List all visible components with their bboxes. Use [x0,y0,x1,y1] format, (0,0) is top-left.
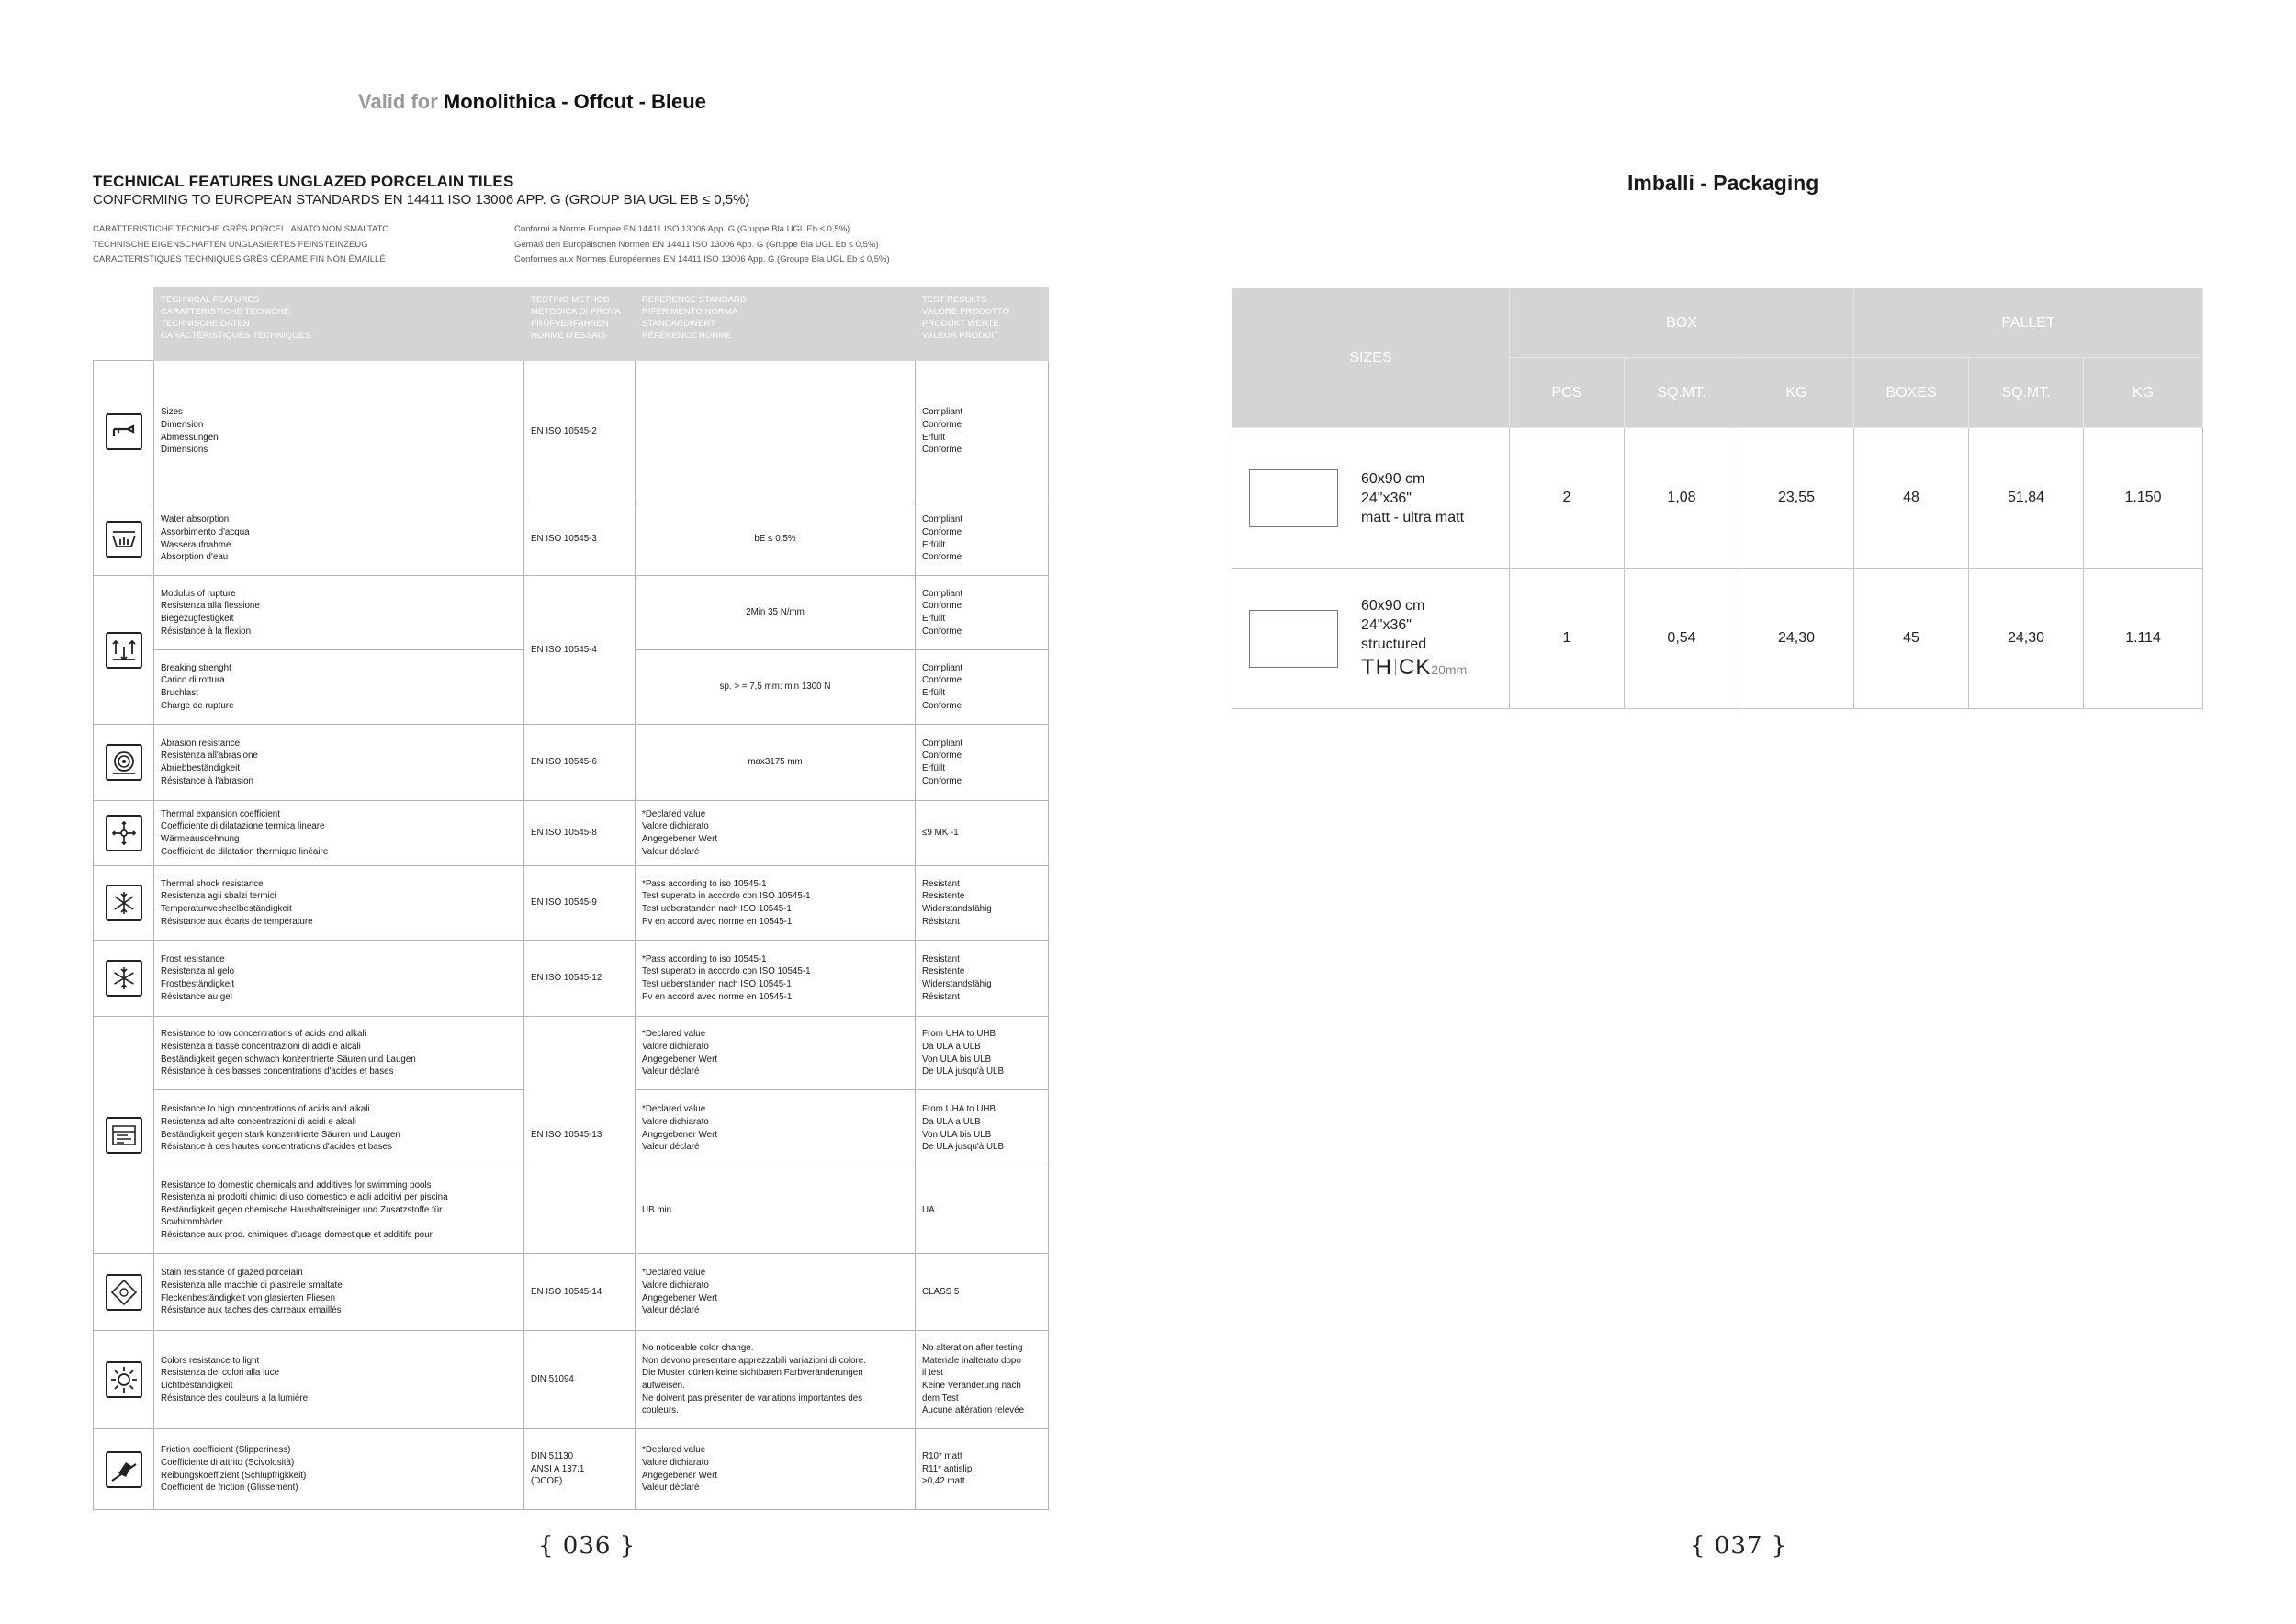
box-kg-cell: 23,55 [1739,428,1854,569]
method-cell: DIN 51130 ANSI A 137.1 (DCOF) [524,1429,636,1510]
result-cell: Resistant Resistente Widerstandsfähig Résistant [916,941,1049,1017]
valid-for-line [358,90,706,114]
header-box-pcs: PCS [1510,358,1625,428]
result-cell: ≤9 MK -1 [916,801,1049,866]
header-pallet: PALLET [1854,288,2203,358]
pallet-kg-cell: 1.114 [2084,569,2203,709]
pallet-sqmt-cell: 51,84 [1969,428,2084,569]
feature-cell: Modulus of rupture Resistenza alla flessione Biegezugfestigkeit Résistance à la flexion [154,576,524,650]
method-cell: EN ISO 10545-12 [524,941,636,1017]
reference-cell: *Declared value Valore dichiarato Angegebener Wert Valeur déclaré [636,801,916,866]
table-row [94,1017,1049,1090]
caliper-icon [106,413,142,450]
result-cell: No alteration after testing Materiale inalterato dopo il test Keine Veränderung nach dem Test Aucune altération relevée [916,1331,1049,1429]
method-cell: EN ISO 10545-2 [524,361,636,502]
page-number-right: { 037 } [1690,1532,1788,1560]
lang-title-de: TECHNISCHE EIGENSCHAFTEN UNGLASIERTES FEINSTEINZEUG [93,239,368,250]
header-result: TEST RESULTS VALORE PRODOTTO PRODUKT WERTE VALEUR PRODUIT [916,288,1049,361]
reference-cell [636,361,916,502]
right-page [1148,0,2296,1624]
lang-standards [514,222,890,268]
feature-cell: Breaking strenght Carico di rottura Bruchlast Charge de rupture [154,650,524,725]
header-box-kg: KG [1739,358,1854,428]
feature-cell: Colors resistance to light Resistenza dei colori alla luce Lichtbeständigkeit Résistance des couleurs a la lumière [154,1331,524,1429]
thermal-shock-icon [106,885,142,921]
result-cell: UA [916,1167,1049,1254]
water-absorption-icon [106,521,142,558]
header-box: BOX [1510,288,1854,358]
header-feature: TECHNICAL FEATURES CARATTERISTICHE TECNICHE TECHNISCHE DATEN CARACTÉRISTIQUES TECHNIQUES [154,288,524,361]
reference-cell: *Declared value Valore dichiarato Angegebener Wert Valeur déclaré [636,1090,916,1167]
result-cell: Resistant Resistente Widerstandsfähig Résistant [916,866,1049,941]
table-row [94,941,1049,1017]
reference-cell: max3175 mm [636,725,916,801]
thick-logo [1361,656,1467,682]
pallet-sqmt-cell: 24,30 [1969,569,2084,709]
flexion-arrows-icon [106,632,142,669]
lang-standard-it: Conformi a Norme Europee EN 14411 ISO 13006 App. G (Gruppe Bla UGL Eb ≤ 0,5%) [514,224,850,234]
reference-cell: *Declared value Valore dichiarato Angegebener Wert Valeur déclaré [636,1254,916,1331]
table-row [94,1254,1049,1331]
result-cell: R10* matt R11* antislip >0,42 matt [916,1429,1049,1510]
header-pallet-boxes: BOXES [1854,358,1969,428]
header-box-sqmt: SQ.MT. [1625,358,1739,428]
feature-cell: Resistance to domestic chemicals and additives for swimming pools Resistenza ai prodotti chimici di uso domestico e agli additivi per piscina Beständigkeit gegen chemische Haushaltsreiniger und Zusatzstoffe für Scwhimmbäder Résistance aux prod. chimiques d'usage domestique et additifs pour [154,1167,524,1254]
reference-cell: No noticeable color change. Non devono presentare apprezzabili variazioni di colore. Die Muster dürfen keine sichtbaren Farbveränderungen aufweisen. Ne doivent pas présenter de variations importantes des couleurs. [636,1331,916,1429]
page-number-left: { 036 } [538,1532,636,1560]
size-label: 60x90 cm 24"x36" structured [1361,597,1427,652]
reference-cell: 2Min 35 N/mm [636,576,916,650]
method-cell: EN ISO 10545-14 [524,1254,636,1331]
table-row [1232,569,2203,709]
result-cell: Compliant Conforme Erfüllt Conforme [916,576,1049,650]
feature-cell: Resistance to high concentrations of acids and alkali Resistenza ad alte concentrazioni di acidi e alcali Beständigkeit gegen stark konzentrierte Säuren und Laugen Résistance à des hautes concentrations d'acides et bases [154,1090,524,1167]
result-cell: Compliant Conforme Erfüllt Conforme [916,650,1049,725]
thermal-expansion-icon [106,815,142,851]
table-row [94,725,1049,801]
pallet-boxes-cell: 48 [1854,428,1969,569]
table-row [94,502,1049,576]
pallet-boxes-cell: 45 [1854,569,1969,709]
feature-cell: Stain resistance of glazed porcelain Resistenza alle macchie di piastrelle smaltate Fleckenbeständigkeit von glasierten Fliesen Résistance aux taches des carreaux emaillés [154,1254,524,1331]
chemical-resistance-icon [106,1117,142,1154]
thick-logo-main: TH [1361,654,1392,680]
reference-cell: *Declared value Valore dichiarato Angegebener Wert Valeur déclaré [636,1017,916,1090]
stain-icon [106,1274,142,1311]
lang-standard-fr: Conformes aux Normes Européennes EN 14411 ISO 13006 App. G (Groupe Bla UGL Eb ≤ 0,5%) [514,254,890,265]
table-row [94,361,1049,502]
header-pallet-sqmt: SQ.MT. [1969,358,2084,428]
abrasion-icon [106,744,142,781]
method-cell: EN ISO 10545-4 [524,576,636,725]
box-kg-cell: 24,30 [1739,569,1854,709]
technical-features-table [93,287,1049,1510]
header-reference: REFERENCE STANDARD RIFERIMENTO NORMA STANDARDWERT RÉFÉRENCE NORME [636,288,916,361]
reference-cell: *Declared value Valore dichiarato Angegebener Wert Valeur déclaré [636,1429,916,1510]
feature-cell: Friction coefficient (Slipperiness) Coefficiente di attrito (Scivolosità) Reibungskoeffizient (Schlupfrigkkeit) Coefficient de friction (Glissement) [154,1429,524,1510]
frost-icon [106,960,142,997]
box-pcs-cell: 1 [1510,569,1625,709]
feature-cell: Abrasion resistance Resistenza all'abrasione Abriebbeständigkeit Résistance à l'abrasion [154,725,524,801]
result-cell: From UHA to UHB Da ULA a ULB Von ULA bis ULB De ULA jusqu'à ULB [916,1017,1049,1090]
box-sqmt-cell: 0,54 [1625,569,1739,709]
packaging-title: Imballi - Packaging [1627,171,1819,195]
result-cell: Compliant Conforme Erfüllt Conforme [916,502,1049,576]
header-method: TESTING METHOD METODICA DI PROVA PRÜFVERFAHREN NORME D'ESSAIS [524,288,636,361]
reference-cell: *Pass according to iso 10545-1 Test superato in accordo con ISO 10545-1 Test ueberstanden nach ISO 10545-1 Pv en accord avec norme en 10545-1 [636,941,916,1017]
table-row [1232,428,2203,569]
box-pcs-cell: 2 [1510,428,1625,569]
result-cell: CLASS 5 [916,1254,1049,1331]
reference-cell: *Pass according to iso 10545-1 Test superato in accordo con ISO 10545-1 Test ueberstanden nach ISO 10545-1 Pv en accord avec norme en 10545-1 [636,866,916,941]
packaging-table [1232,288,2203,709]
table-row [94,866,1049,941]
lang-titles [93,222,389,268]
reference-cell: UB min. [636,1167,916,1254]
size-label: 60x90 cm 24"x36" matt - ultra matt [1361,470,1465,525]
table-row [94,801,1049,866]
thick-logo-suffix: 20mm [1431,661,1468,677]
lang-title-it: CARATTERISTICHE TECNICHE GRÈS PORCELLANATO NON SMALTATO [93,224,389,234]
box-sqmt-cell: 1,08 [1625,428,1739,569]
result-cell: Compliant Conforme Erfüllt Conforme [916,725,1049,801]
valid-prefix: Valid for [358,90,444,113]
reference-cell: sp. > = 7,5 mm: min 1300 N [636,650,916,725]
table-row [94,1331,1049,1429]
method-cell: DIN 51094 [524,1331,636,1429]
thick-logo-mid: CK [1399,654,1432,680]
lang-standard-de: Gemäß den Europäischen Normen EN 14411 ISO 13006 App. G (Gruppe Bla UGL Eb ≤ 0,5%) [514,239,879,250]
pallet-kg-cell: 1.150 [2084,428,2203,569]
method-cell: EN ISO 10545-13 [524,1017,636,1254]
feature-cell: Sizes Dimension Abmessungen Dimensions [154,361,524,502]
method-cell: EN ISO 10545-9 [524,866,636,941]
friction-icon [106,1451,142,1488]
table-row [94,1429,1049,1510]
valid-products: Monolithica - Offcut - Bleue [443,90,706,113]
tile-size-swatch [1249,610,1338,668]
method-cell: EN ISO 10545-3 [524,502,636,576]
result-cell: From UHA to UHB Da ULA a ULB Von ULA bis ULB De ULA jusqu'à ULB [916,1090,1049,1167]
header-pallet-kg: KG [2084,358,2203,428]
tech-title: TECHNICAL FEATURES UNGLAZED PORCELAIN TILES [93,173,514,190]
tile-size-swatch [1249,469,1338,527]
feature-cell: Thermal expansion coefficient Coefficiente di dilatazione termica lineare Wärmeausdehnung Coefficient de dilatation thermique linéaire [154,801,524,866]
result-cell: Compliant Conforme Erfüllt Conforme [916,361,1049,502]
light-sun-icon [106,1361,142,1398]
method-cell: EN ISO 10545-8 [524,801,636,866]
lang-title-fr: CARACTERISTIQUES TECHNIQUES GRÈS CÉRAME FIN NON ÉMAILLÉ [93,254,386,265]
feature-cell: Thermal shock resistance Resistenza agli sbalzi termici Temperaturwechselbeständigkeit Résistance aux écarts de température [154,866,524,941]
method-cell: EN ISO 10545-6 [524,725,636,801]
tech-subtitle: CONFORMING TO EUROPEAN STANDARDS EN 14411 ISO 13006 APP. G (GROUP BIA UGL EB ≤ 0,5%) [93,192,750,208]
table-row [94,576,1049,650]
reference-cell: bE ≤ 0,5% [636,502,916,576]
header-blank [94,288,154,361]
feature-cell: Water absorption Assorbimento d'acqua Wasseraufnahme Absorption d'eau [154,502,524,576]
header-sizes: SIZES [1232,288,1510,428]
feature-cell: Frost resistance Resistenza al gelo Frostbeständigkeit Résistance au gel [154,941,524,1017]
feature-cell: Resistance to low concentrations of acids and alkali Resistenza a basse concentrazioni di acidi e alcali Beständigkeit gegen schwach konzentrierte Säuren und Laugen Résistance à des basses concentrations d'acides et bases [154,1017,524,1090]
